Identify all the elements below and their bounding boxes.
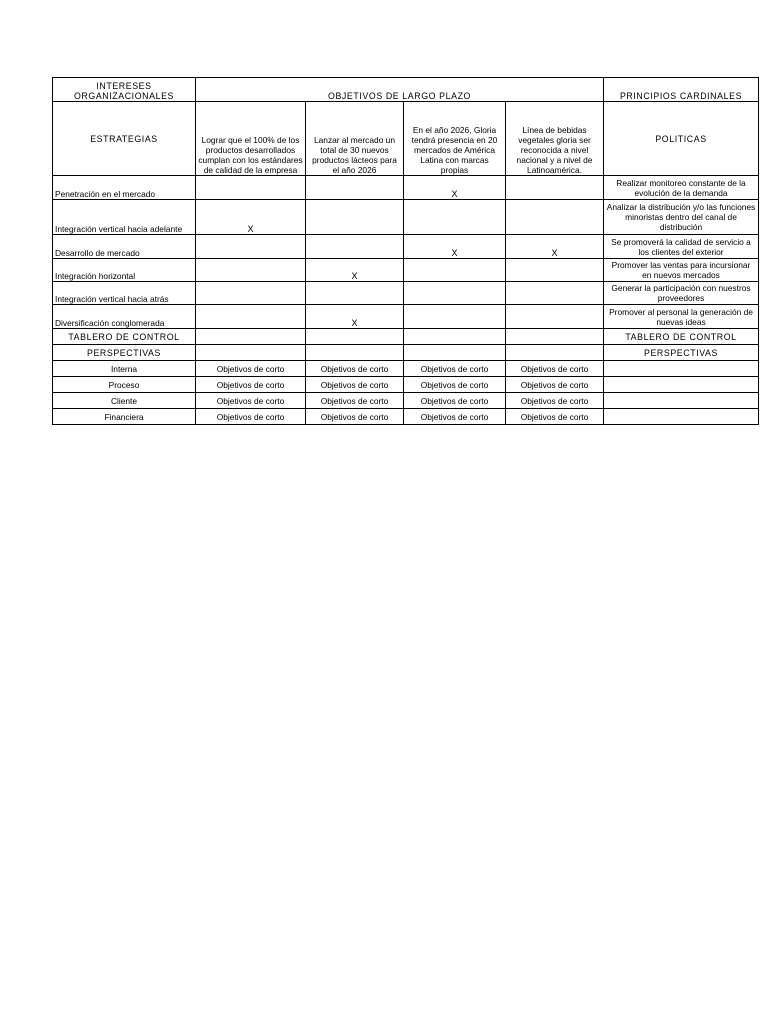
strategy-mark: X bbox=[306, 259, 404, 282]
perspective-row bbox=[53, 393, 759, 409]
short-objective-cell: Objetivos de corto bbox=[306, 393, 404, 409]
intereses-header: INTERESES ORGANIZACIONALES bbox=[53, 78, 196, 102]
header-row-1 bbox=[53, 78, 759, 102]
short-objective-cell: Objetivos de corto bbox=[196, 377, 306, 393]
tablero-right-label: TABLERO DE CONTROL bbox=[604, 329, 759, 345]
strategy-policy: Promover al personal la generación de nuevas ideas bbox=[604, 305, 759, 329]
tablero-row bbox=[53, 329, 759, 345]
strategy-mark bbox=[306, 176, 404, 200]
strategy-mark bbox=[404, 200, 506, 235]
short-objective-cell: Objetivos de corto bbox=[306, 409, 404, 425]
strategy-row bbox=[53, 282, 759, 305]
short-objective-cell: Objetivos de corto bbox=[506, 361, 604, 377]
strategy-mark bbox=[196, 235, 306, 259]
perspectivas-right-label: PERSPECTIVAS bbox=[604, 345, 759, 361]
estrategias-header: ESTRATEGIAS bbox=[53, 102, 196, 176]
strategy-mark bbox=[506, 176, 604, 200]
short-objective-cell: Objetivos de corto bbox=[404, 393, 506, 409]
objective-1: Lograr que el 100% de los productos desarrollados cumplan con los estándares de calidad de la empresa bbox=[196, 102, 306, 176]
short-objective-cell: Objetivos de corto bbox=[404, 409, 506, 425]
strategy-row bbox=[53, 305, 759, 329]
principios-header: PRINCIPIOS CARDINALES bbox=[604, 78, 759, 102]
empty-cell bbox=[306, 345, 404, 361]
strategy-name: Integración vertical hacia adelante bbox=[53, 200, 196, 235]
strategy-policy: Se promoverá la calidad de servicio a los clientes del exterior bbox=[604, 235, 759, 259]
empty-cell bbox=[196, 329, 306, 345]
header-row-2 bbox=[53, 102, 759, 176]
perspective-name: Proceso bbox=[53, 377, 196, 393]
strategy-name: Penetración en el mercado bbox=[53, 176, 196, 200]
strategy-mark: X bbox=[306, 305, 404, 329]
empty-cell bbox=[604, 409, 759, 425]
short-objective-cell: Objetivos de corto bbox=[506, 409, 604, 425]
empty-cell bbox=[604, 393, 759, 409]
strategy-mark bbox=[506, 200, 604, 235]
short-objective-cell: Objetivos de corto bbox=[306, 361, 404, 377]
strategy-name: Integración horizontal bbox=[53, 259, 196, 282]
strategy-mark bbox=[404, 259, 506, 282]
empty-cell bbox=[604, 361, 759, 377]
strategy-policy: Realizar monitoreo constante de la evolución de la demanda bbox=[604, 176, 759, 200]
perspectivas-row bbox=[53, 345, 759, 361]
strategy-mark bbox=[196, 259, 306, 282]
strategy-mark: X bbox=[196, 200, 306, 235]
strategy-mark bbox=[196, 176, 306, 200]
strategy-mark: X bbox=[404, 176, 506, 200]
strategy-mark bbox=[306, 200, 404, 235]
perspective-name: Cliente bbox=[53, 393, 196, 409]
perspective-row bbox=[53, 377, 759, 393]
politicas-header: POLITICAS bbox=[604, 102, 759, 176]
strategy-mark bbox=[306, 282, 404, 305]
objective-4: Línea de bebidas vegetales gloria ser reconocida a nivel nacional y a nivel de Latinoamérica. bbox=[506, 102, 604, 176]
objective-3: En el año 2026, Gloria tendrá presencia en 20 mercados de América Latina con marcas propias bbox=[404, 102, 506, 176]
strategy-mark bbox=[404, 305, 506, 329]
short-objective-cell: Objetivos de corto bbox=[196, 409, 306, 425]
strategy-mark bbox=[506, 259, 604, 282]
perspective-row bbox=[53, 361, 759, 377]
empty-cell bbox=[506, 345, 604, 361]
objective-2: Lanzar al mercado un total de 30 nuevos productos lácteos para el año 2026 bbox=[306, 102, 404, 176]
perspective-name: Interna bbox=[53, 361, 196, 377]
strategy-mark bbox=[196, 305, 306, 329]
strategy-name: Desarrollo de mercado bbox=[53, 235, 196, 259]
short-objective-cell: Objetivos de corto bbox=[306, 377, 404, 393]
short-objective-cell: Objetivos de corto bbox=[404, 377, 506, 393]
strategy-policy: Generar la participación con nuestros proveedores bbox=[604, 282, 759, 305]
strategy-mark bbox=[196, 282, 306, 305]
empty-cell bbox=[196, 345, 306, 361]
strategy-mark bbox=[506, 305, 604, 329]
perspective-name: Financiera bbox=[53, 409, 196, 425]
perspective-row bbox=[53, 409, 759, 425]
short-objective-cell: Objetivos de corto bbox=[196, 393, 306, 409]
strategy-mark bbox=[506, 282, 604, 305]
strategy-policy: Promover las ventas para incursionar en nuevos mercados bbox=[604, 259, 759, 282]
strategy-row bbox=[53, 200, 759, 235]
strategy-mark: X bbox=[404, 235, 506, 259]
strategy-mark bbox=[404, 282, 506, 305]
short-objective-cell: Objetivos de corto bbox=[506, 393, 604, 409]
strategy-matrix-table bbox=[52, 77, 759, 425]
strategy-name: Integración vertical hacia atrás bbox=[53, 282, 196, 305]
empty-cell bbox=[604, 377, 759, 393]
empty-cell bbox=[404, 345, 506, 361]
strategy-row bbox=[53, 259, 759, 282]
objetivos-largo-plazo-header: OBJETIVOS DE LARGO PLAZO bbox=[196, 78, 604, 102]
strategy-name: Diversificación conglomerada bbox=[53, 305, 196, 329]
empty-cell bbox=[506, 329, 604, 345]
short-objective-cell: Objetivos de corto bbox=[404, 361, 506, 377]
strategy-row bbox=[53, 235, 759, 259]
short-objective-cell: Objetivos de corto bbox=[506, 377, 604, 393]
strategy-policy: Analizar la distribución y/o las funciones minoristas dentro del canal de distribución bbox=[604, 200, 759, 235]
strategy-row bbox=[53, 176, 759, 200]
short-objective-cell: Objetivos de corto bbox=[196, 361, 306, 377]
strategy-mark bbox=[306, 235, 404, 259]
empty-cell bbox=[306, 329, 404, 345]
strategy-mark: X bbox=[506, 235, 604, 259]
perspectivas-left-label: PERSPECTIVAS bbox=[53, 345, 196, 361]
tablero-left-label: TABLERO DE CONTROL bbox=[53, 329, 196, 345]
empty-cell bbox=[404, 329, 506, 345]
